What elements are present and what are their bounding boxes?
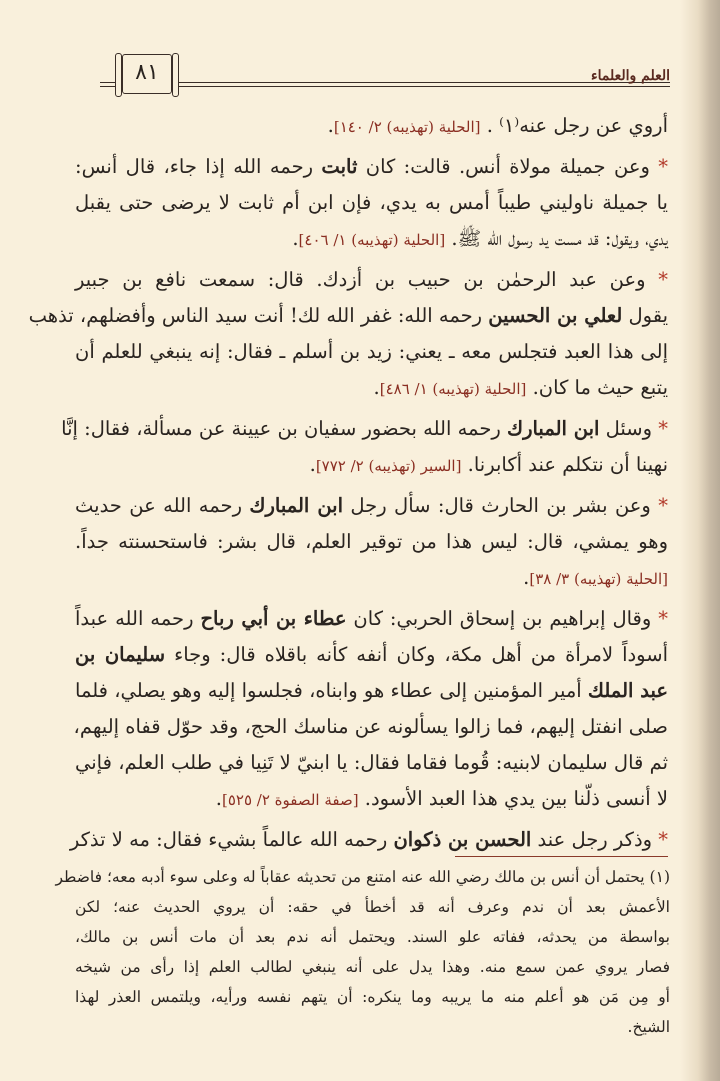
text-run: وعن جميلة مولاة أنس. قالت: كان: [357, 155, 650, 178]
name-highlight: الحسن بن ذكوان: [393, 828, 532, 851]
text-run: رحمه الله: غفر الله لك! أنت سيد الناس وأفضلهم، تذهب: [28, 304, 489, 327]
text-run: وذكر رجل عند: [531, 828, 653, 851]
text-run: يا جميلة ناوليني طيباً أمس به يدي، فإن ابن أم ثابت لا يرضى حتى يقبل: [75, 191, 668, 214]
text-run: إلى هذا العبد فتجلس معه ـ يعني: زيد بن أسلم ـ فقال: إنه ينبغي للعلم أن: [75, 340, 668, 363]
main-text: [28, 108, 669, 863]
citation: [الحلية (تهذيبه) ٢/ ١٤٠]: [333, 118, 481, 136]
text-run: صلى انفتل إليهم، فما زالوا يسألونه عن مناسك الحج، وقد حوّل قفاه إليهم،: [73, 715, 668, 738]
name-highlight: ابن المبارك: [507, 417, 600, 440]
text-run: ⁽١⁾ .: [480, 114, 520, 137]
footnote-line: الأعمش بعد أن ندم وعرف أنه قد أخطأ في حقه: أن يروي الحديث عنه؛ لكن: [75, 898, 670, 916]
text-run: .: [373, 376, 380, 399]
text-run: نهينا أن نتكلم عند أكابرنا.: [461, 453, 668, 476]
text-line: [75, 185, 668, 221]
text-run: يدي، ويقول: قد مست يد رسول الله ﷺ.: [445, 227, 668, 250]
running-title: العلم والعلماء: [591, 68, 670, 84]
bullet-star: *: [650, 494, 669, 517]
text-line: [28, 298, 668, 334]
text-run: .: [292, 227, 299, 250]
text-run: وقال إبراهيم بن إسحاق الحربي: كان: [346, 607, 652, 630]
page-header: [100, 48, 670, 98]
footnote-line: (١) يحتمل أن أنس بن مالك رضي الله عنه امتنع من تحديثه عقاباً له وعلى سوء أدبه معه؛ فاضطر: [55, 868, 670, 886]
text-line: [69, 822, 668, 858]
text-line: [75, 524, 668, 560]
paragraph: [75, 601, 668, 817]
bullet-star: *: [652, 417, 668, 440]
text-run: رحمه الله بحضور سفيان بن عيينة عن مسألة، فقال: إنَّا: [61, 417, 507, 440]
header-rule: [100, 86, 670, 87]
text-run: وسئل: [599, 417, 653, 440]
bullet-star: *: [651, 607, 668, 630]
paragraph: [69, 822, 668, 858]
page-gutter-shadow: [680, 0, 720, 1081]
footnote-line: فصار يروي عمن سمع منه. وهذا يدل على أنه ينبغي لطالب العلم إذا رأى من شيخه: [75, 958, 670, 976]
text-run: ثم قال سليمان لابنيه: قُوما فقاما فقال: يا ابنيّ لا تَنِيا في طلب العلم، فإني: [75, 751, 668, 774]
text-run: أروي عن رجل عنه: [519, 114, 668, 137]
citation: [السير (تهذيبه) ٢/ ٧٧٢]: [315, 457, 462, 475]
name-highlight: عبد الملك: [587, 679, 668, 702]
text-line: [75, 709, 668, 745]
text-line: [75, 781, 668, 817]
name-highlight: سليمان بن: [75, 643, 166, 666]
text-run: رحمه الله إذا جاء، قال أنس:: [75, 155, 322, 178]
text-run: .: [523, 566, 530, 589]
text-run: يتبع حيث ما كان.: [526, 376, 668, 399]
paragraph: [28, 262, 668, 406]
text-line: [75, 108, 668, 144]
text-run: رحمه الله عبداً: [75, 607, 201, 630]
footnote-line: بواسطة من يحدثه، ففاته علو السند. ويحتمل أنه ندم بعد أن مات أنس بن مالك،: [75, 928, 670, 946]
text-run: أسوداً لامرأة من أهل مكة، وكان أنفه كأنه باقلاه قال: وجاء: [165, 643, 668, 666]
bullet-star: *: [645, 268, 668, 291]
text-run: وعن بشر بن الحارث قال: سأل رجل: [343, 494, 651, 517]
paragraph: [75, 488, 668, 596]
text-run: أمير المؤمنين إلى عطاء هو وابناه، فجلسوا إليه وهو يصلي، فلما: [75, 679, 588, 702]
paragraph: [75, 149, 668, 257]
text-run: يقول: [622, 304, 668, 327]
text-run: .: [215, 787, 222, 810]
text-line: [75, 560, 668, 596]
footnote-line: الشيخ.: [627, 1018, 670, 1036]
text-line: [75, 637, 668, 673]
name-highlight: ابن المبارك: [249, 494, 344, 517]
bullet-star: *: [649, 155, 669, 178]
citation: [الحلية (تهذيبه) ١/ ٤٠٦]: [298, 231, 446, 249]
text-line: [75, 488, 668, 524]
footnotes: [55, 862, 670, 1042]
text-line: [75, 370, 668, 406]
footnote-line: أو مِن مَن هو أعلم منه ما يريبه وما ينكره: أن يتهم نفسه ورأيه، ويلتمس العذر لهذا: [75, 988, 670, 1006]
name-highlight: لعلي بن الحسين: [488, 304, 623, 327]
text-run: وعن عبد الرحمٰن بن حبيب بن أزدك. قال: سمعت نافع بن جبير: [75, 268, 646, 291]
page-number: ٨١: [122, 54, 172, 94]
paragraph: [61, 411, 668, 483]
name-highlight: ثابت: [321, 155, 358, 178]
citation: [الحلية (تهذيبه) ١/ ٤٨٦]: [379, 380, 527, 398]
text-line: [75, 745, 668, 781]
text-run: رحمه الله عالماً بشيء فقال: مه لا تذكر: [69, 828, 394, 851]
text-run: .: [309, 453, 316, 476]
citation: [صفة الصفوة ٢/ ٥٢٥]: [221, 791, 359, 809]
text-line: [75, 673, 668, 709]
text-line: [75, 221, 668, 257]
name-highlight: عطاء بن أبي رباح: [200, 607, 347, 630]
text-line: [75, 601, 668, 637]
text-line: [61, 411, 668, 447]
citation: [الحلية (تهذيبه) ٣/ ٣٨]: [529, 570, 668, 588]
text-line: [75, 334, 668, 370]
bullet-star: *: [652, 828, 668, 851]
text-run: وهو يمشي، قال: ليس هذا من توقير العلم، قال بشر: فاستحسنته جداً.: [75, 530, 668, 553]
paragraph: [75, 108, 668, 144]
text-run: رحمه الله عن حديث: [75, 494, 250, 517]
text-run: لا أنسى ذلّنا بين يدي هذا العبد الأسود.: [358, 787, 668, 810]
text-line: [75, 149, 668, 185]
footnote-separator: [455, 856, 668, 857]
header-rule: [100, 82, 670, 83]
text-line: [75, 447, 668, 483]
text-line: [75, 262, 668, 298]
text-run: .: [327, 114, 334, 137]
